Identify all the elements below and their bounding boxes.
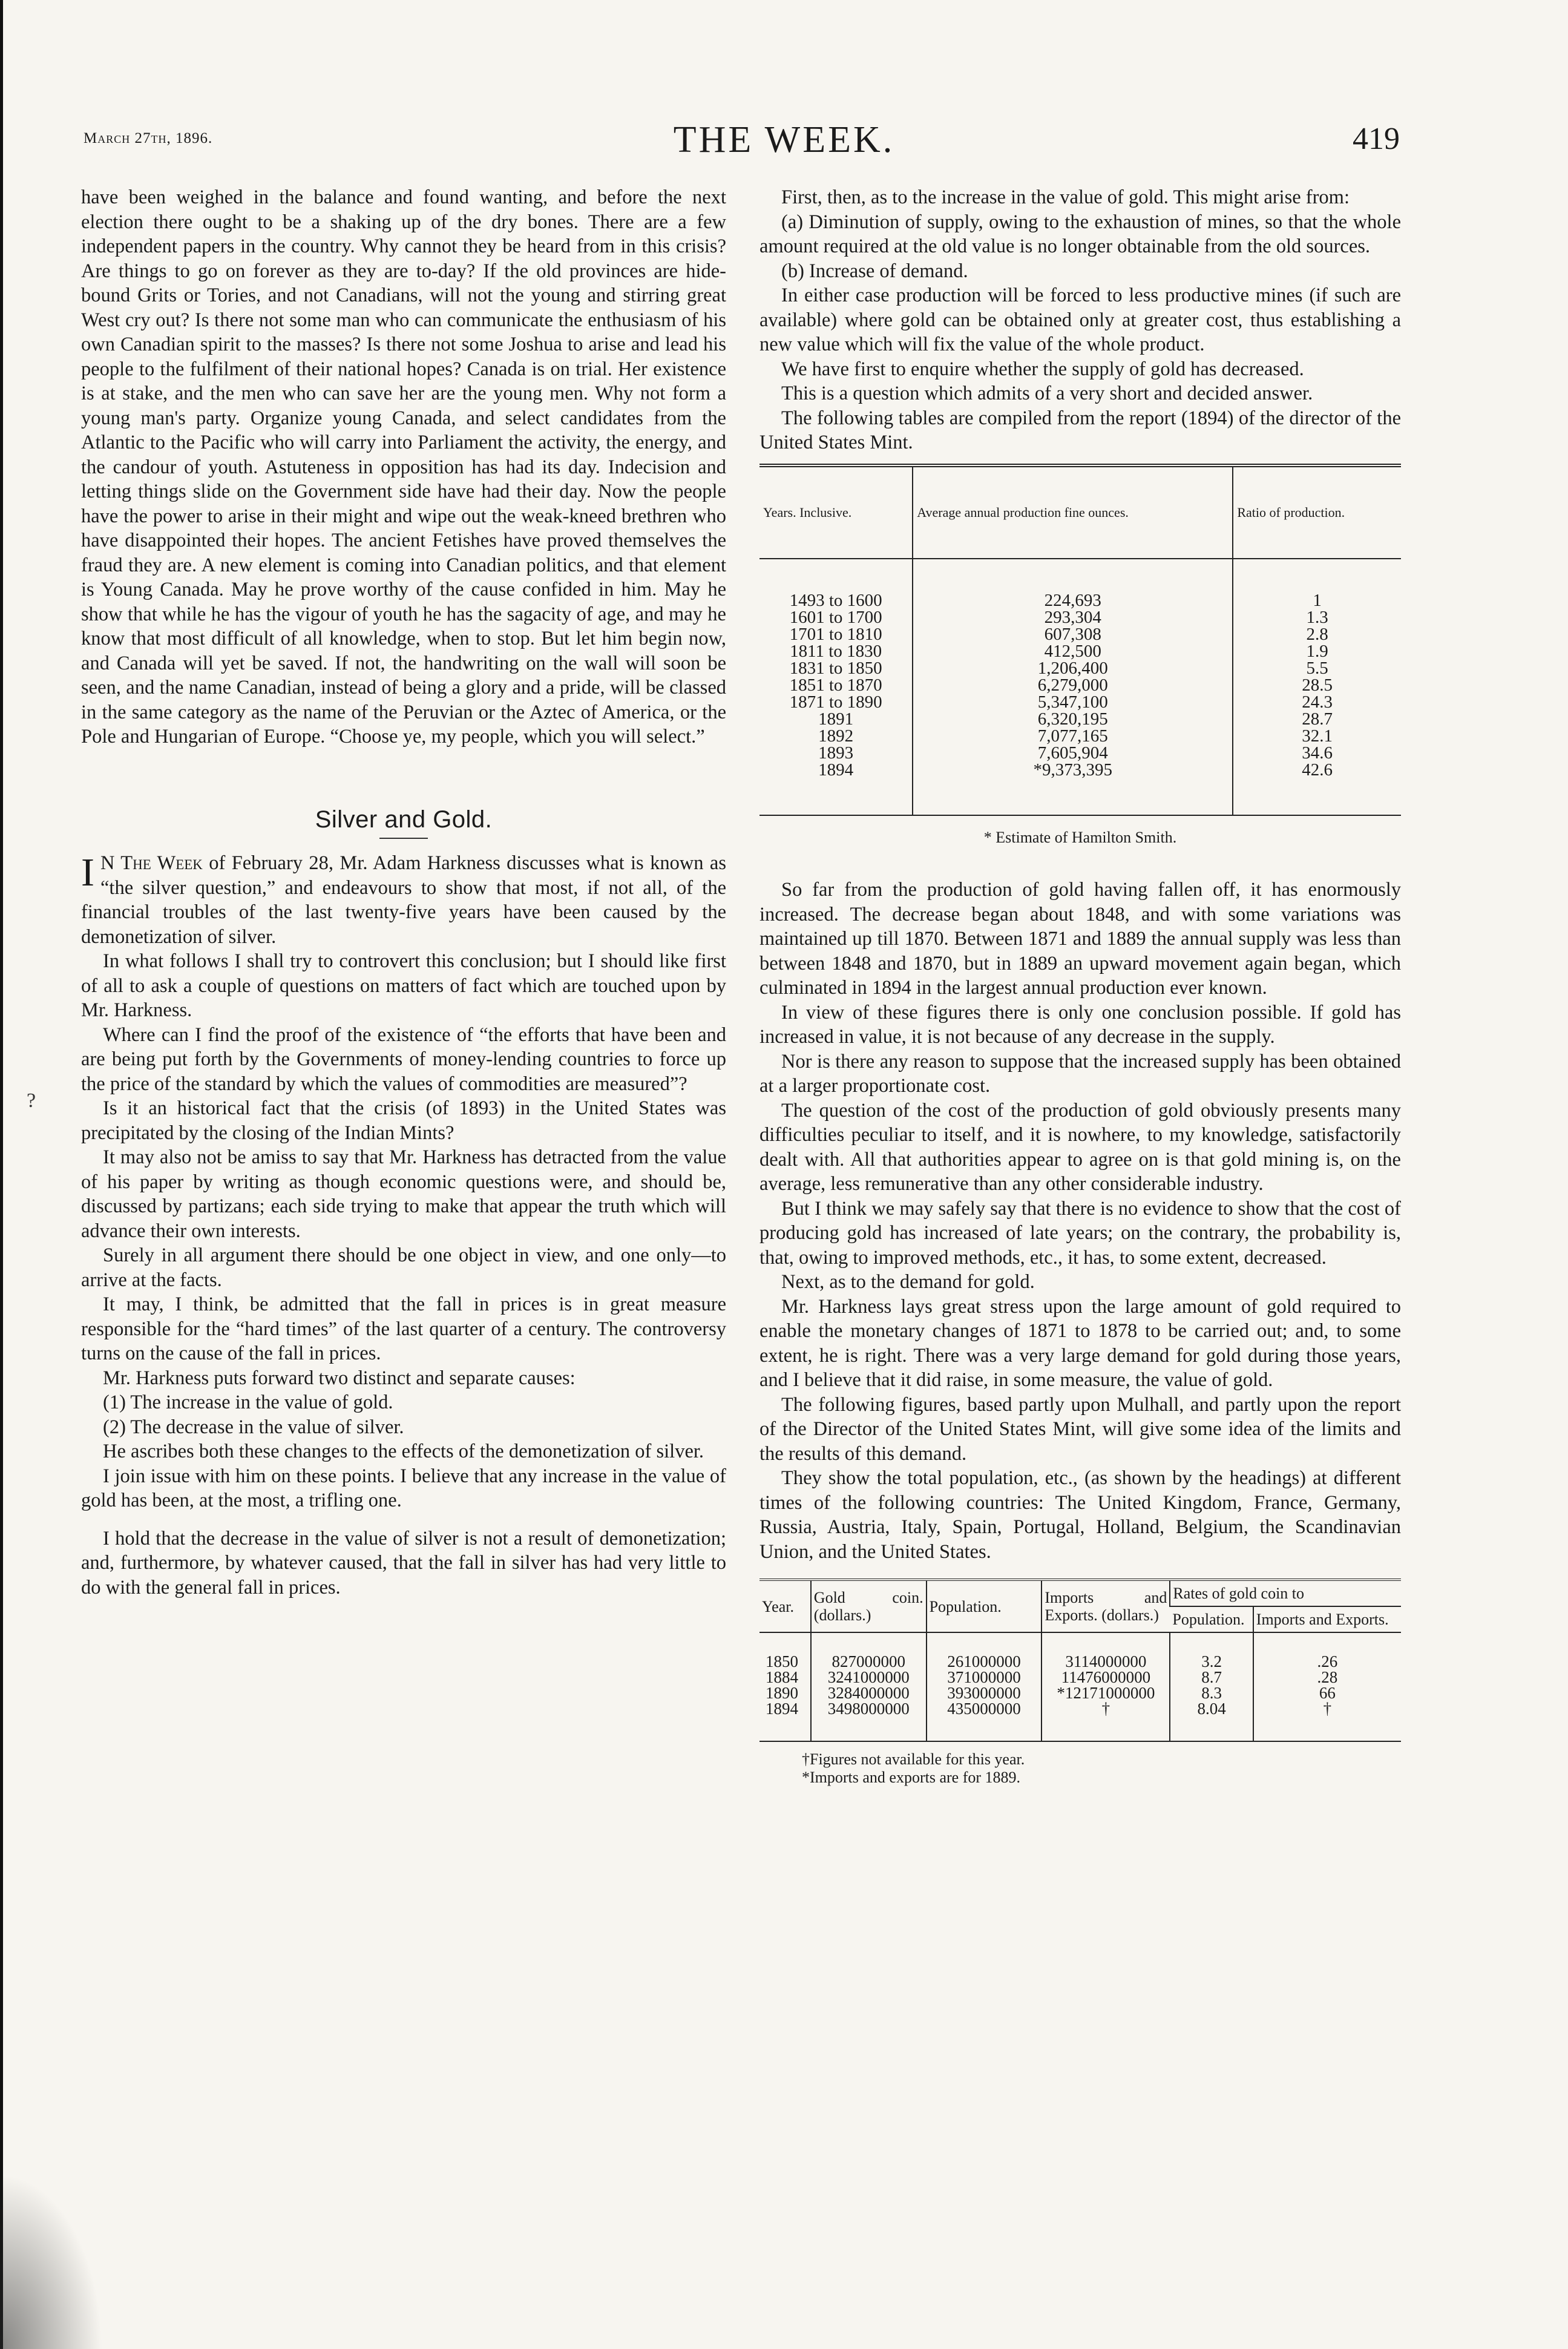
paragraph: We have first to enquire whether the supply of gold has decreased.	[781, 358, 1304, 380]
section-title: Silver and Gold.	[315, 806, 493, 833]
column-header: Rates of gold coin to	[1170, 1580, 1401, 1606]
table-cell: 8.7	[1170, 1669, 1253, 1685]
table-cell: 3241000000	[811, 1669, 927, 1685]
paragraph: In either case production will be forced to less productive mines (if such are available) where gold can be obtained only at greater cost, thus establishing a new value which will fix the value of the whole product.	[759, 284, 1401, 355]
table-cell: 1.3	[1233, 609, 1401, 626]
publication-name: N The Week	[100, 852, 203, 874]
table-cell: 1891	[818, 709, 854, 729]
table-cell: 3498000000	[811, 1701, 927, 1741]
table-row	[759, 609, 1401, 626]
table-cell: 393000000	[927, 1685, 1042, 1701]
table-cell: 42.6	[1233, 761, 1401, 815]
paragraph: Nor is there any reason to suppose that the increased supply has been obtained at a larger proportionate cost.	[759, 1050, 1401, 1097]
table-cell: 1851 to 1870	[789, 675, 882, 695]
column-header: Imports and Exports. (dollars.)	[1042, 1580, 1170, 1632]
column-header: Average annual production fine ounces.	[913, 465, 1233, 559]
table-cell: 8.3	[1170, 1685, 1253, 1701]
paragraph: They show the total population, etc., (as shown by the headings) at different times of the following countries: The United Kingdom, France, Germany, Russia, Austria, Italy, Spain, Portugal, Holland, Belgium, the Scandinavian Union, and the United States.	[759, 1467, 1401, 1563]
table-cell: 34.6	[1233, 744, 1401, 761]
title-rule	[379, 838, 428, 839]
masthead-title: THE WEEK.	[673, 119, 895, 160]
gold-coin-table	[759, 1579, 1401, 1742]
paragraph: This is a question which admits of a very short and decided answer.	[781, 383, 1313, 404]
table-cell: 224,693	[913, 559, 1233, 609]
table-cell: 6,279,000	[913, 677, 1233, 694]
table-cell: 28.5	[1233, 677, 1401, 694]
paragraph: Surely in all argument there should be one object in view, and one only—to arrive at the facts.	[81, 1244, 726, 1291]
paragraph: Where can I find the proof of the existence of “the efforts that have been and are being put forth by the Governments of money-lending countries to force up the price of the standard by which the values of commodities are measured”?	[81, 1023, 726, 1095]
table-cell: .28	[1253, 1669, 1401, 1685]
paragraph: have been weighed in the balance and found wanting, and before the next election there ought to be a shaking up of the dry bones. There are a few independent papers in the country. Why cannot they be heard from in this crisis? Are things to go on forever as they are to-day? If the old provinces are hide-bound Grits or Tories, and not Canadians, will not the young and stirring great West cry out? Is there not some man who can communicate the enthusiasm of his own Canadian spirit to the masses? Is there not some Joshua to arise and lead his people to the fulfilment of their national hopes? Canada is on trial. Her existence is at stake, and the men who can save her are the young men. Why not form a young man's party. Organize young Canada, and select candidates from the Atlantic to the Pacific who will carry into Parliament the activity, the energy, and the candour of youth. Astuteness in opposition has had its day. Indecision and letting things slide on the Government side have had their day. Now the people have the power to arise in their might and wipe out the weak-kneed brethren who have disappointed their hopes. The ancient Fetishes have proved themselves the fraud they are. A new element is coming into Canadian politics, and that element is Young Canada. May he prove worthy of the cause confided in him. May he show that while he has the vigour of youth he has the sagacity of age, and may he know that most difficult of all knowledge, when to stop. But let him begin now, and Canada will yet be saved. If not, the handwriting on the wall will soon be seen, and the name Canadian, instead of being a glory and a pride, will be classed in the same category as the name of the Peruvian or the Aztec of America, or the Pole and Hungarian of Europe. “Choose ye, my people, which you will select.”	[81, 186, 726, 747]
table-cell: 24.3	[1233, 694, 1401, 711]
table-row	[759, 677, 1401, 694]
table-cell: *9,373,395	[913, 761, 1233, 815]
paragraph: The following figures, based partly upon Mulhall, and partly upon the report of the Director of the United States Mint, will give some idea of the limits and the results of this demand.	[759, 1393, 1401, 1465]
paragraph: I hold that the decrease in the value of silver is not a result of demonetization; and, furthermore, by whatever caused, that the fall in silver has had very little to do with the general fall in prices.	[81, 1527, 726, 1598]
corner-smudge	[0, 2173, 103, 2349]
table-cell: 11476000000	[1042, 1669, 1170, 1685]
table-cell: 3114000000	[1042, 1632, 1170, 1669]
table-row	[759, 559, 1401, 609]
paragraph: (a) Diminution of supply, owing to the exhaustion of mines, so that the whole amount required at the old value is no longer obtainable from the old sources.	[759, 211, 1401, 257]
paragraph: But I think we may safely say that there is no evidence to show that the cost of producing gold has increased of late years; on the contrary, the probability is, that, owing to improved methods, etc., it has, to some extent, decreased.	[759, 1197, 1401, 1269]
paragraph: The question of the cost of the production of gold obviously presents many difficulties peculiar to itself, and it is nowhere, to my knowledge, satisfactorily dealt with. All that authorities appear to agree on is that gold mining is, on the average, less remunerative than any other considerable industry.	[759, 1099, 1401, 1195]
table-cell: 293,304	[913, 609, 1233, 626]
table-footnote: †Figures not available for this year.	[802, 1750, 1025, 1768]
paragraph	[81, 851, 726, 949]
paragraph: First, then, as to the increase in the value of gold. This might arise from:	[781, 186, 1350, 208]
table-cell: 1894	[766, 1700, 798, 1718]
table-cell: 7,605,904	[913, 744, 1233, 761]
issue-date: March 27th, 1896.	[84, 130, 213, 146]
table-cell: 1884	[766, 1668, 798, 1686]
column-header: Year.	[759, 1580, 811, 1632]
paragraph: It may also not be amiss to say that Mr. Harkness has detracted from the value of his paper by writing as though economic questions were, and should be, discussed by partizans; each side trying to make that appear the truth which will advance their own interests.	[81, 1146, 726, 1242]
column-header: Population.	[1170, 1606, 1253, 1632]
table-row	[759, 1632, 1401, 1669]
table-cell: 371000000	[927, 1669, 1042, 1685]
table-cell: 435000000	[927, 1701, 1042, 1741]
paragraph: So far from the production of gold having fallen off, it has enormously increased. The decrease began about 1848, and with some variations was maintained up till 1870. Between 1871 and 1889 the annual supply was less than between 1848 and 1870, but in 1889 an upward movement again began, which culminated in 1894 in the largest annual production ever known.	[759, 879, 1401, 999]
table-cell: †	[1253, 1701, 1401, 1741]
left-column	[81, 185, 726, 1600]
table-footnote: * Estimate of Hamilton Smith.	[983, 828, 1177, 846]
table-row	[759, 744, 1401, 761]
table-footnote: *Imports and exports are for 1889.	[802, 1769, 1021, 1786]
column-header: Years. Inclusive.	[759, 465, 913, 559]
table-cell: 1811 to 1830	[790, 641, 882, 661]
table-cell: 1,206,400	[913, 660, 1233, 677]
page-number: 419	[1353, 122, 1400, 156]
table-cell: 607,308	[913, 626, 1233, 643]
binding-edge	[0, 0, 3, 2349]
column-header: Population.	[927, 1580, 1042, 1632]
table-cell: 1.9	[1233, 643, 1401, 660]
paragraph: Mr. Harkness lays great stress upon the large amount of gold required to enable the monetary changes of 1871 to 1878 to be carried out; and, to some extent, he is right. There was a very large demand for gold during those years, and I believe that it did raise, in some measure, the value of gold.	[759, 1295, 1401, 1391]
column-header: Imports and Exports.	[1253, 1606, 1401, 1632]
table-row	[759, 626, 1401, 643]
table-cell: 3.2	[1170, 1632, 1253, 1669]
table-cell: 1893	[818, 743, 854, 763]
table-cell: 1831 to 1850	[789, 658, 882, 678]
table-cell: 32.1	[1233, 728, 1401, 744]
table-cell: †	[1042, 1701, 1170, 1741]
table-cell: 827000000	[811, 1632, 927, 1669]
table-header-row	[759, 465, 1401, 559]
column-header: Ratio of production.	[1233, 465, 1401, 559]
table-cell: 1871 to 1890	[789, 692, 882, 712]
table-cell: 7,077,165	[913, 728, 1233, 744]
table-header-row	[759, 1580, 1401, 1606]
right-column	[759, 185, 1401, 1787]
table-cell: *12171000000	[1042, 1685, 1170, 1701]
table-cell: 8.04	[1170, 1701, 1253, 1741]
table-row	[759, 643, 1401, 660]
table-cell: 5.5	[1233, 660, 1401, 677]
paragraph: In what follows I shall try to controvert this conclusion; but I should like first of all to ask a couple of questions on matters of fact which are touched upon by Mr. Harkness.	[81, 950, 726, 1021]
table-cell: 3284000000	[811, 1685, 927, 1701]
paragraph: I join issue with him on these points. I believe that any increase in the value of gold has been, at the most, a trifling one.	[81, 1465, 726, 1511]
table-cell: 1701 to 1810	[789, 624, 882, 644]
paragraph-text: of February 28, Mr. Adam Harkness discusses what is known as “the silver question,” and endeavours to show that most, if not all, of the financial troubles of the last twenty-five years have been caused by the demonetization of silver.	[81, 852, 726, 948]
table-cell: 412,500	[913, 643, 1233, 660]
table-row	[759, 1701, 1401, 1741]
paragraph: In view of these figures there is only one conclusion possible. If gold has increased in value, it is not because of any decrease in the supply.	[759, 1001, 1401, 1048]
paragraph: Next, as to the demand for gold.	[781, 1271, 1035, 1293]
table-cell: 5,347,100	[913, 694, 1233, 711]
gold-production-table	[759, 464, 1401, 816]
table-row	[759, 694, 1401, 711]
list-item: (2) The decrease in the value of silver.	[103, 1416, 404, 1438]
table-cell: 6,320,195	[913, 711, 1233, 728]
table-row	[759, 728, 1401, 744]
table-cell: 1	[1233, 559, 1401, 609]
list-item: (1) The increase in the value of gold.	[103, 1391, 393, 1413]
table-row	[759, 761, 1401, 815]
table-cell: .26	[1253, 1632, 1401, 1669]
table-cell: 1894	[818, 760, 854, 780]
table-row	[759, 1669, 1401, 1685]
table-row	[759, 660, 1401, 677]
paragraph: The following tables are compiled from the report (1894) of the director of the United States Mint.	[759, 407, 1401, 453]
table-cell: 1890	[766, 1684, 798, 1702]
column-header: Gold coin. (dollars.)	[811, 1580, 927, 1632]
table-cell: 66	[1253, 1685, 1401, 1701]
table-cell: 1493 to 1600	[789, 590, 882, 610]
paragraph: Mr. Harkness puts forward two distinct and separate causes:	[103, 1367, 576, 1389]
table-cell: 1601 to 1700	[789, 607, 882, 627]
table-row	[759, 711, 1401, 728]
table-cell: 261000000	[927, 1632, 1042, 1669]
margin-mark: ?	[27, 1089, 36, 1112]
table-cell: 1850	[766, 1652, 798, 1671]
paragraph: Is it an historical fact that the crisis (of 1893) in the United States was precipitated by the closing of the Indian Mints?	[81, 1097, 726, 1144]
table-row	[759, 1685, 1401, 1701]
drop-cap: I	[81, 850, 94, 895]
paragraph: He ascribes both these changes to the effects of the demonetization of silver.	[103, 1441, 704, 1462]
paragraph: (b) Increase of demand.	[781, 260, 968, 282]
table-cell: 2.8	[1233, 626, 1401, 643]
paragraph: It may, I think, be admitted that the fall in prices is in great measure responsible for the “hard times” of the last quarter of a century. The controversy turns on the cause of the fall in prices.	[81, 1293, 726, 1364]
table-cell: 28.7	[1233, 711, 1401, 728]
table-cell: 1892	[818, 726, 854, 746]
